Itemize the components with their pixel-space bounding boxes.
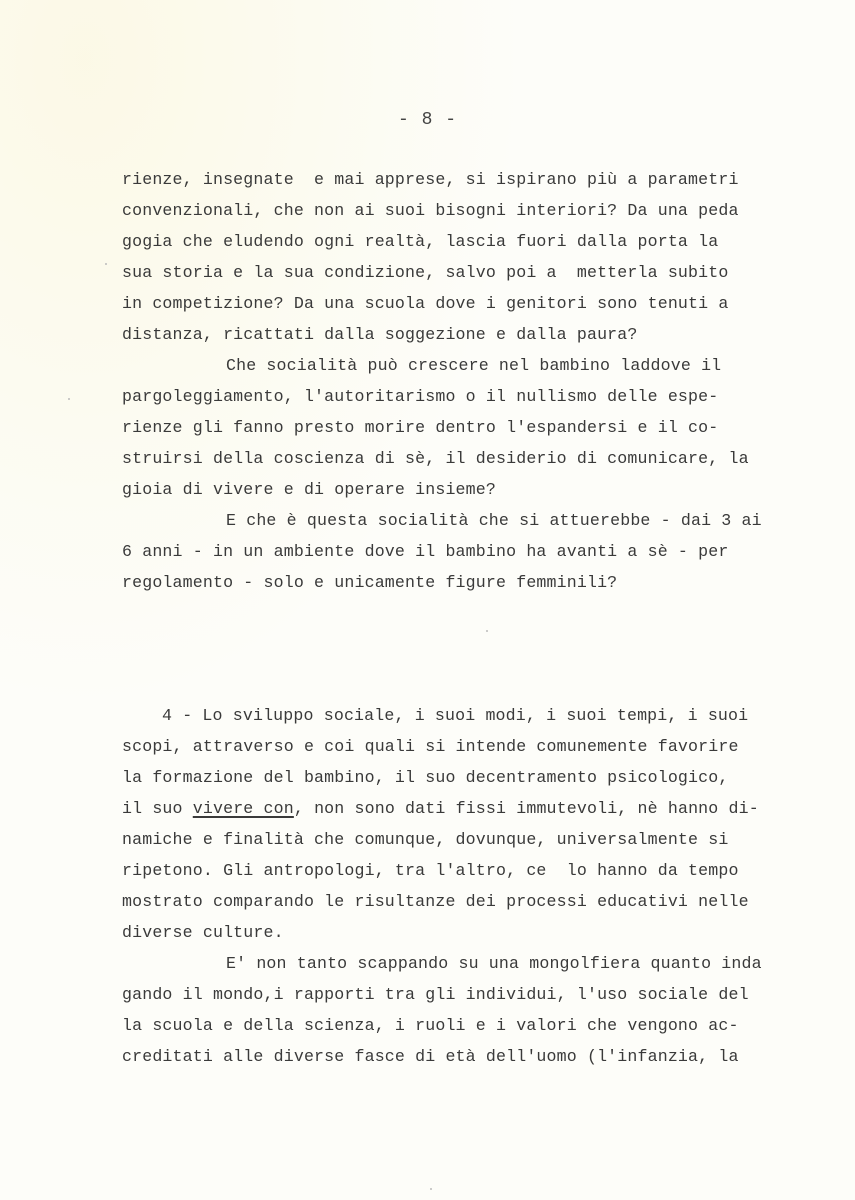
paper-speck [68, 398, 70, 400]
section-heading-line: 4 - Lo sviluppo sociale, i suoi modi, i suoi tempi, i suoi [162, 706, 749, 725]
text-line: gioia di vivere e di operare insieme? [122, 480, 496, 499]
text-line: rienze gli fanno presto morire dentro l'espandersi e il co- [122, 418, 719, 437]
text-line: la scuola e della scienza, i ruoli e i valori che vengono ac- [122, 1016, 739, 1035]
text-line: Che socialità può crescere nel bambino laddove il [226, 356, 722, 375]
text-line: sua storia e la sua condizione, salvo poi a metterla subito [122, 263, 729, 282]
text-line: namiche e finalità che comunque, dovunque, universalmente si [122, 830, 729, 849]
text-line: diverse culture. [122, 923, 284, 942]
text-line: E che è questa socialità che si attuerebbe - dai 3 ai [226, 511, 762, 530]
text-block-part1 [122, 164, 802, 598]
underlined-phrase: vivere con [192, 799, 294, 818]
text-line: convenzionali, che non ai suoi bisogni interiori? Da una peda [122, 201, 739, 220]
paragraph-continuation [122, 164, 802, 350]
text-fragment: , non sono dati fissi immutevoli, nè hanno di- [293, 799, 759, 818]
text-fragment: il suo [122, 799, 193, 818]
text-line [122, 793, 802, 824]
paragraph-socialita [122, 350, 802, 505]
text-line: regolamento - solo e unicamente figure femminili? [122, 573, 618, 592]
section-4 [122, 700, 802, 1072]
text-line: gogia che eludendo ogni realtà, lascia fuori dalla porta la [122, 232, 719, 251]
paragraph-mongolfiera [122, 948, 802, 1072]
text-line: in competizione? Da una scuola dove i genitori sono tenuti a [122, 294, 729, 313]
text-line: struirsi della coscienza di sè, il desiderio di comunicare, la [122, 449, 749, 468]
text-line: pargoleggiamento, l'autoritarismo o il nullismo delle espe- [122, 387, 719, 406]
text-line: ripetono. Gli antropologi, tra l'altro, ce lo hanno da tempo [122, 861, 739, 880]
text-line: scopi, attraverso e coi quali si intende comunemente favorire [122, 737, 739, 756]
text-line: 6 anni - in un ambiente dove il bambino ha avanti a sè - per [122, 542, 729, 561]
text-line: creditati alle diverse fasce di età dell'uomo (l'infanzia, la [122, 1047, 739, 1066]
text-line: gando il mondo,i rapporti tra gli individui, l'uso sociale del [122, 985, 749, 1004]
text-line: E' non tanto scappando su una mongolfiera quanto inda [226, 954, 762, 973]
paper-speck [486, 630, 488, 632]
page-number: - 8 - [397, 110, 457, 130]
paragraph-figure-femminili [122, 505, 802, 598]
text-line: mostrato comparando le risultanze dei processi educativi nelle [122, 892, 749, 911]
paper-speck [105, 263, 107, 265]
text-line: rienze, insegnate e mai apprese, si ispirano più a parametri [122, 170, 739, 189]
text-line: distanza, ricattati dalla soggezione e dalla paura? [122, 325, 638, 344]
paper-speck [430, 1188, 432, 1190]
text-line: la formazione del bambino, il suo decentramento psicologico, [122, 768, 729, 787]
